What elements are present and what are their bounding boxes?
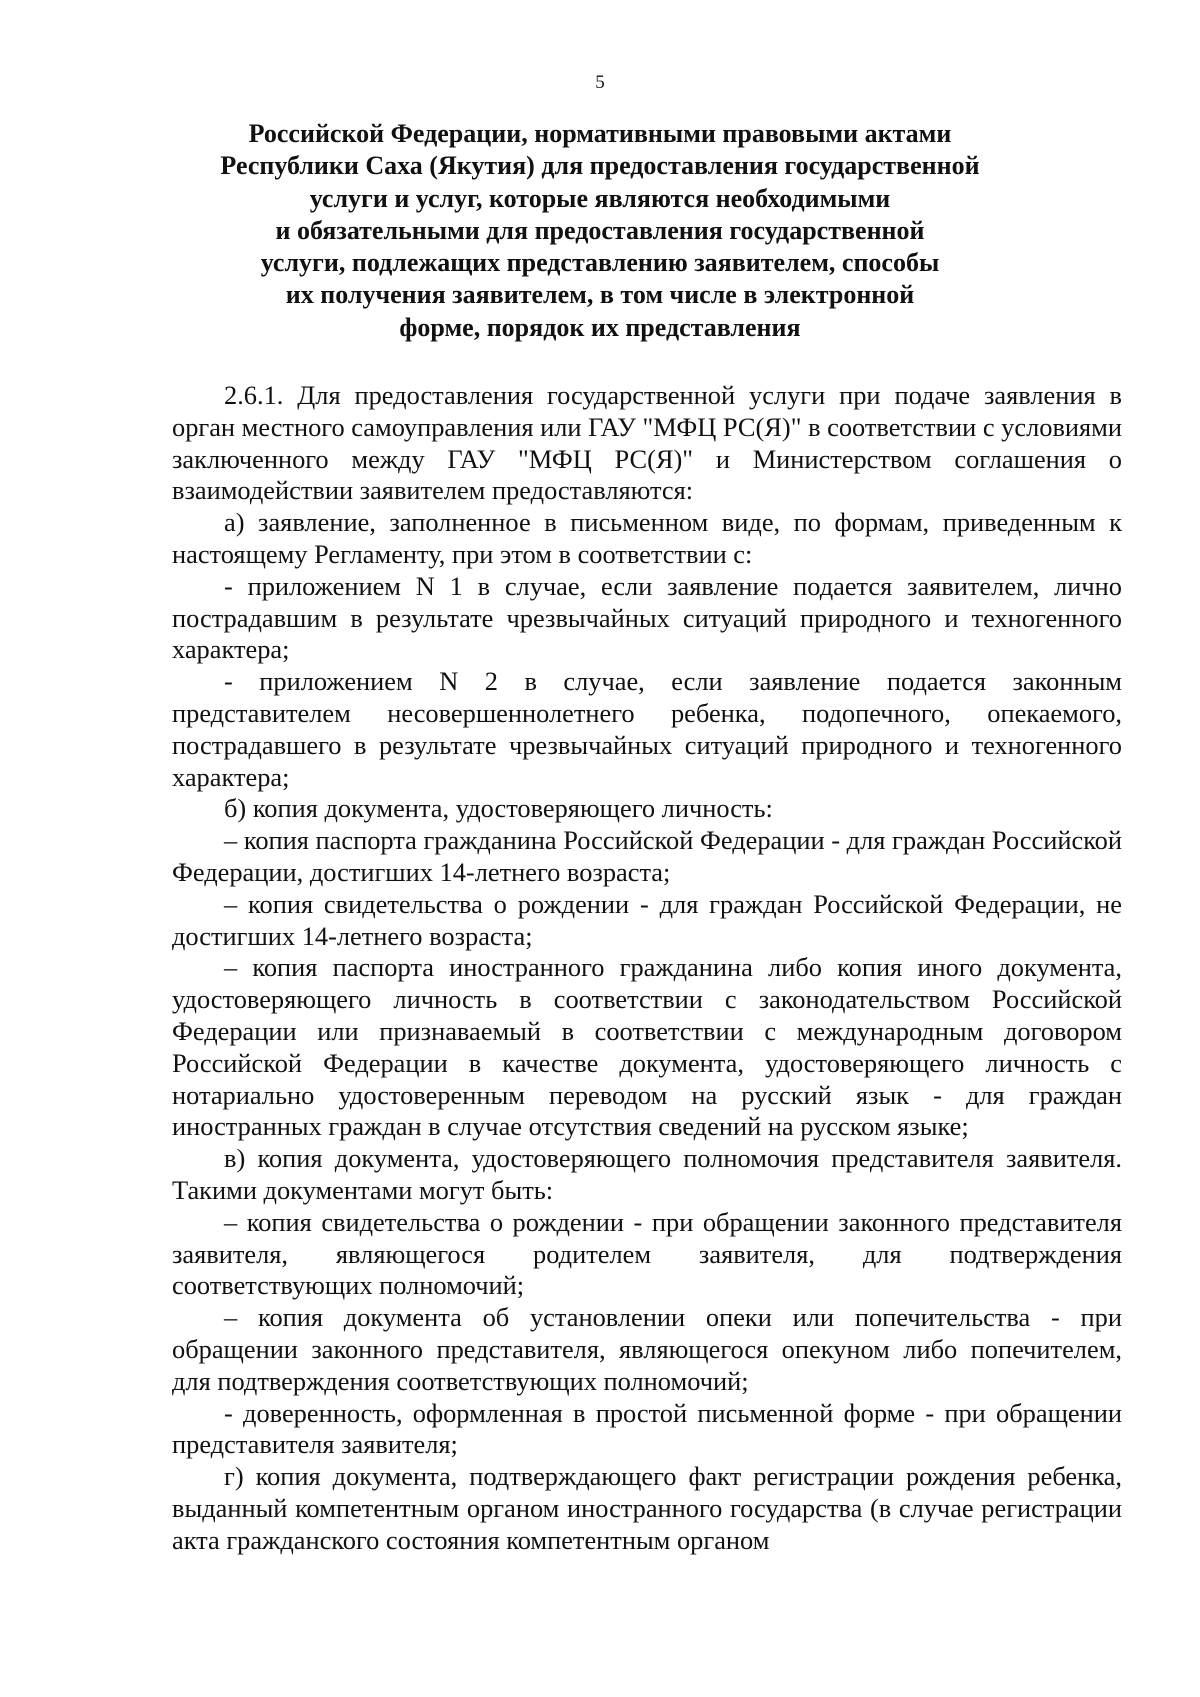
document-body — [172, 380, 1122, 1556]
paragraph-item-g: г) копия документа, подтверждающего факт регистрации рождения ребенка, выданный компетентным органом иностранного государства (в случае регистрации акта гражданского состояния компетентным органом — [172, 1461, 1122, 1555]
paragraph-2-6-1: 2.6.1. Для предоставления государственной услуги при подаче заявления в орган местного самоуправления или ГАУ "МФЦ РС(Я)" в соответствии с условиями заключенного между ГАУ "МФЦ РС(Я)" и Министерством соглашения о взаимодействии заявителем предоставляются: — [172, 380, 1122, 506]
paragraph-birth-certificate-representative: – копия свидетельства о рождении - при обращении законного представителя заявителя, являющегося родителем заявителя, для подтверждения соответствующих полномочий; — [172, 1206, 1122, 1301]
paragraph-item-a: а) заявление, заполненное в письменном виде, по формам, приведенным к настоящему Регламенту, при этом в соответствии с: — [172, 507, 1122, 569]
paragraph-item-b: б) копия документа, удостоверяющего личность: — [224, 793, 773, 824]
heading-line: Российской Федерации, нормативными правовыми актами — [248, 119, 952, 148]
page-number: 5 — [595, 72, 605, 93]
paragraph-appendix-1: - приложением N 1 в случае, если заявление подается заявителем, лично пострадавшим в результате чрезвычайных ситуаций природного и техногенного характера; — [172, 570, 1122, 665]
heading-line: и обязательными для предоставления государственной — [275, 215, 925, 245]
paragraph-birth-certificate: – копия свидетельства о рождении - для граждан Российской Федерации, не достигших 14-летнего возраста; — [172, 888, 1122, 951]
paragraph-guardianship: – копия документа об установлении опеки или попечительства - при обращении законного представителя, являющегося опекуном либо попечителем, для подтверждения соответствующих полномочий; — [172, 1302, 1122, 1396]
section-heading — [160, 118, 1040, 344]
heading-line: услуги, подлежащих представлению заявителем, способы — [260, 248, 940, 278]
heading-line: услуги и услуг, которые являются необходимыми — [309, 183, 891, 213]
paragraph-item-v: в) копия документа, удостоверяющего полномочия представителя заявителя. Такими документами могут быть: — [172, 1143, 1122, 1205]
heading-line: их получения заявителем, в том числе в электронной — [285, 280, 915, 310]
heading-line: форме, порядок их представления — [399, 312, 801, 342]
paragraph-passport-rf: – копия паспорта гражданина Российской Федерации - для граждан Российской Федерации, достигших 14-летнего возраста; — [172, 825, 1122, 887]
heading-line: Республики Саха (Якутия) для предоставления государственной — [220, 151, 980, 181]
paragraph-appendix-2: - приложением N 2 в случае, если заявление подается законным представителем несовершеннолетнего ребенка, подопечного, опекаемого, пострадавшего в результате чрезвычайных ситуаций природного и техногенного характера; — [172, 666, 1122, 792]
paragraph-foreign-passport: – копия паспорта иностранного гражданина либо копия иного документа, удостоверяющего личность в соответствии с законодательством Российской Федерации или признаваемый в соответствии с международным договором Российской Федерации в качестве документа, удостоверяющего личность с нотариально удостоверенным переводом на русский язык - для граждан иностранных граждан в случае отсутствия сведений на русском языке; — [172, 952, 1122, 1142]
paragraph-power-of-attorney: - доверенность, оформленная в простой письменной форме - при обращении представителя заявителя; — [172, 1397, 1122, 1460]
